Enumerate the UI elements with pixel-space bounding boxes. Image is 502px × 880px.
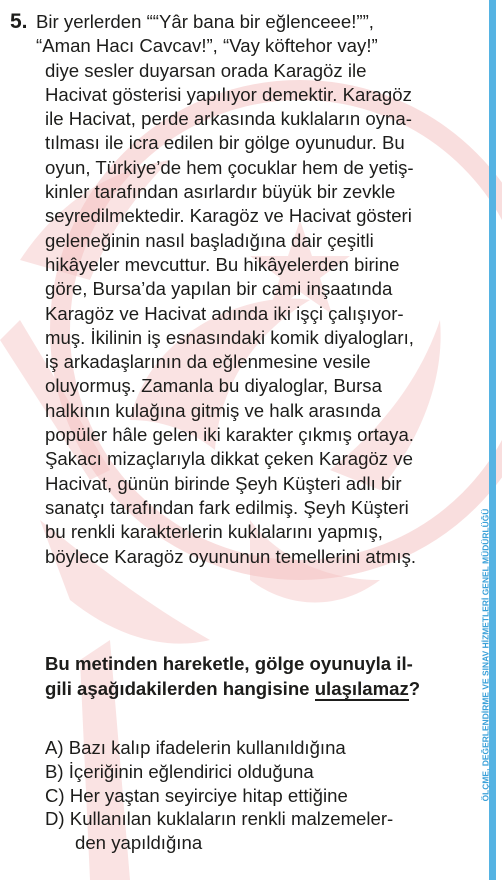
option-text: Kullanılan kuklaların renkli malzemeler-: [69, 808, 394, 830]
question-negative-keyword: ulaşılamaz: [314, 677, 409, 699]
sidebar-institution-label: ÖLÇME, DEĞERLENDİRME VE SINAV HİZMETLERİ GENEL MÜDÜRLÜĞÜ: [480, 508, 490, 802]
passage-line: Bir yerlerden ““Yâr bana bir eğlenceee!””,: [36, 11, 374, 32]
option-text: Bazı kalıp ifadelerin kullanıldığına: [68, 737, 346, 758]
passage-line: oluyormuş. Zamanla bu diyaloglar, Bursa: [45, 375, 382, 397]
passage-line: tılması ile icra edilen bir gölge oyunudur. Bu: [45, 132, 405, 154]
option-text: Her yaştan seyirciye hitap ettiğine: [69, 784, 348, 806]
passage-line: oyun, Türkiye’de hem çocuklar hem de yetiş-: [45, 156, 414, 178]
option-letter: D): [45, 808, 65, 830]
passage-line: “Aman Hacı Cavcav!”, “Vay köftehor vay!”: [36, 35, 378, 57]
option-letter: A): [45, 737, 64, 758]
option-b[interactable]: [45, 760, 475, 784]
passage-line: muş. İkilinin iş esnasındaki komik diyalogları,: [45, 326, 414, 348]
passage-line: ile Hacivat, perde arkasında kuklaların oyna-: [45, 108, 412, 130]
passage-line: sanatçı tarafından fark edilmiş. Şeyh Küşteri: [45, 496, 409, 518]
question-line-2-text: gili aşağıdakilerden hangisine: [45, 677, 315, 699]
passage-line: kinler tarafından asırlardır büyük bir zevkle: [45, 181, 396, 203]
passage-text: [36, 10, 470, 569]
passage-line: geleneğinin nasıl başladığına dair çeşitli: [45, 229, 374, 251]
passage-line: diye sesler duyarsan orada Karagöz ile: [45, 59, 367, 81]
option-a[interactable]: [45, 736, 475, 760]
option-c[interactable]: [45, 784, 475, 808]
passage-line: iş arkadaşlarının da eğlenmesine vesile: [45, 351, 371, 373]
passage-line: Karagöz ve Hacivat adında iki işçi çalışıyor-: [45, 302, 404, 324]
answer-options: [45, 736, 475, 855]
option-text: İçeriğinin eğlendirici olduğuna: [68, 760, 314, 782]
passage-line: böylece Karagöz oyununun temellerini atmış.: [45, 545, 417, 567]
question-mark: ?: [408, 677, 421, 699]
passage-line: Hacivat gösterisi yapılıyor demektir. Karagöz: [45, 83, 412, 105]
question-line-2: [45, 677, 475, 702]
question-number: 5.: [10, 10, 28, 33]
option-letter: B): [45, 760, 64, 782]
passage-line: Hacivat, günün birinde Şeyh Küşteri adlı bir: [45, 472, 402, 494]
option-d[interactable]: [45, 807, 475, 831]
passage-line: popüler hâle gelen iki karakter çıkmış ortaya.: [45, 424, 414, 446]
passage-line: halkının kulağına gitmiş ve halk arasında: [45, 399, 381, 421]
passage-line: göre, Bursa’da yapılan bir cami inşaatında: [45, 278, 393, 300]
passage-line: seyredilmektedir. Karagöz ve Hacivat gösteri: [45, 205, 412, 227]
option-d-continuation[interactable]: den yapıldığına: [75, 832, 203, 854]
passage-line: bu renkli karakterlerin kuklalarını yapmış,: [45, 521, 383, 543]
question-line-1: Bu metinden hareketle, gölge oyunuyla il-: [45, 653, 413, 674]
question-stem: [45, 652, 475, 701]
passage-line: hikâyeler mevcuttur. Bu hikâyelerden birine: [45, 253, 400, 275]
option-letter: C): [45, 784, 65, 806]
passage-line: Şakacı mizaçlarıyla dikkat çeken Karagöz ve: [45, 448, 413, 470]
